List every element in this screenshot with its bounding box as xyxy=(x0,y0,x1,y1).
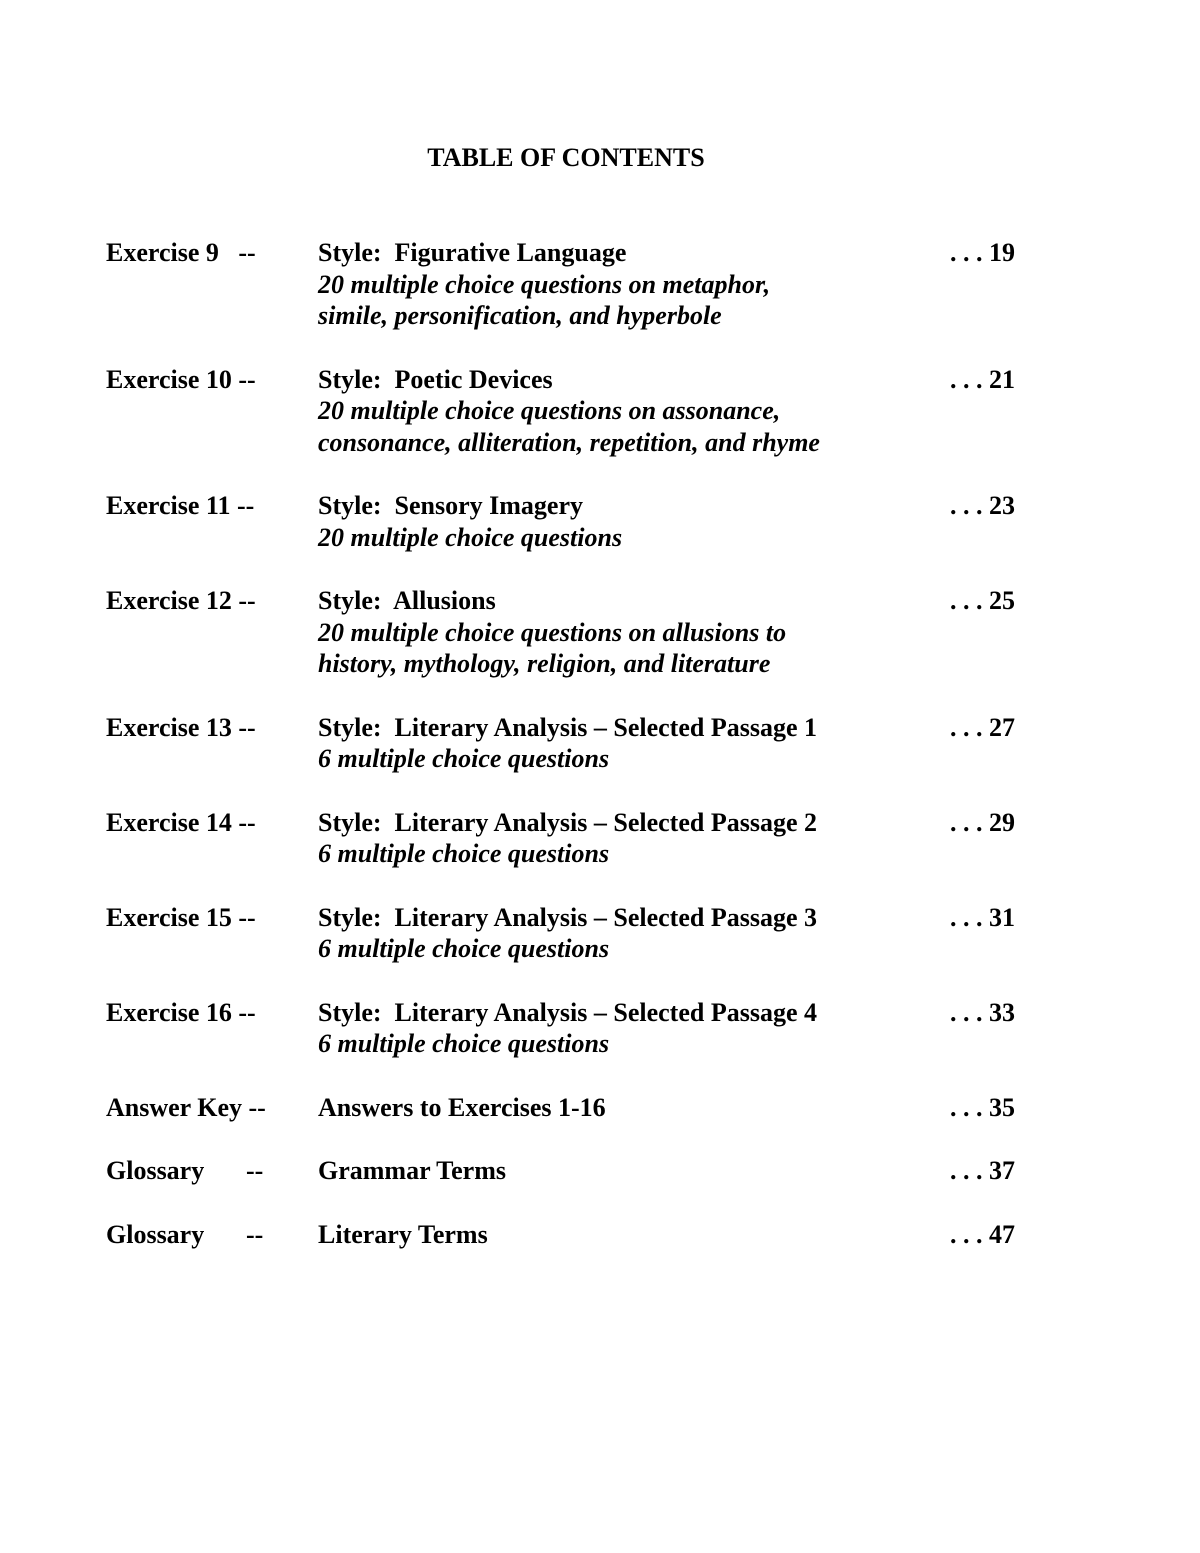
entry-page-number: . . . 33 xyxy=(950,997,1015,1027)
entry-title: Style: Literary Analysis – Selected Passage 2 xyxy=(318,807,817,837)
entry-description: 20 multiple choice questions on allusions to xyxy=(318,617,787,647)
entry-page-number: . . . 21 xyxy=(950,364,1015,394)
entry-page-number: . . . 47 xyxy=(950,1219,1015,1249)
entry-label: Exercise 12 -- xyxy=(106,586,256,615)
entry-title: Style: Poetic Devices xyxy=(318,364,553,394)
toc-entry-exercise-15 xyxy=(0,902,1200,965)
entry-description: 6 multiple choice questions xyxy=(318,1029,610,1058)
entry-page-number: . . . 25 xyxy=(950,586,1015,615)
entry-label: Exercise 16 -- xyxy=(106,997,256,1027)
entry-content xyxy=(318,1219,938,1251)
entry-title: Style: Literary Analysis – Selected Passage 3 xyxy=(318,902,817,932)
entry-description: 6 multiple choice questions xyxy=(318,934,610,963)
entry-page-number: . . . 37 xyxy=(950,1156,1015,1185)
entry-content xyxy=(318,712,938,775)
entry-page-number: . . . 19 xyxy=(950,238,1015,267)
toc-entry-glossary-grammar xyxy=(0,1155,1200,1187)
toc-list xyxy=(0,237,1200,1282)
entry-page-number: . . . 31 xyxy=(950,902,1015,932)
entry-label-dash: -- xyxy=(246,1156,264,1185)
entry-description: 20 multiple choice questions on assonance, xyxy=(318,396,781,425)
entry-page-number: . . . 27 xyxy=(950,712,1015,742)
entry-content xyxy=(318,902,938,965)
entry-title: Style: Figurative Language xyxy=(318,238,627,267)
toc-entry-answer-key xyxy=(0,1092,1200,1124)
entry-description: consonance, alliteration, repetition, and rhyme xyxy=(318,427,820,457)
entry-label: Exercise 13 -- xyxy=(106,712,256,742)
page-title: TABLE OF CONTENTS xyxy=(427,143,705,172)
entry-label: Exercise 10 -- xyxy=(106,364,256,394)
entry-label: Exercise 15 -- xyxy=(106,902,256,932)
entry-title: Style: Literary Analysis – Selected Passage 1 xyxy=(318,712,817,742)
toc-entry-exercise-12 xyxy=(0,585,1200,680)
entry-title: Answers to Exercises 1-16 xyxy=(318,1092,606,1122)
entry-content xyxy=(318,997,938,1060)
entry-label-word: Glossary xyxy=(106,1156,205,1185)
entry-content xyxy=(318,1155,938,1187)
entry-description: 20 multiple choice questions xyxy=(318,522,623,552)
entry-title: Literary Terms xyxy=(318,1219,488,1249)
entry-content xyxy=(318,237,938,332)
entry-label: Answer Key -- xyxy=(106,1092,266,1122)
entry-label: Exercise 14 -- xyxy=(106,807,256,837)
entry-title: Grammar Terms xyxy=(318,1156,506,1185)
toc-entry-exercise-16 xyxy=(0,997,1200,1060)
entry-content xyxy=(318,807,938,870)
toc-entry-exercise-9 xyxy=(0,237,1200,332)
toc-entry-exercise-13 xyxy=(0,712,1200,775)
entry-page-number: . . . 23 xyxy=(950,491,1015,520)
entry-content xyxy=(318,585,938,680)
entry-label xyxy=(106,1219,306,1345)
entry-page-number: . . . 29 xyxy=(950,807,1015,837)
toc-entry-exercise-10 xyxy=(0,364,1200,459)
entry-content xyxy=(318,1092,938,1124)
entry-label-dash: -- xyxy=(246,1219,264,1249)
toc-entry-exercise-14 xyxy=(0,807,1200,870)
entry-title: Style: Literary Analysis – Selected Passage 4 xyxy=(318,997,817,1027)
entry-description: 6 multiple choice questions xyxy=(318,839,610,868)
entry-description: simile, personification, and hyperbole xyxy=(318,301,722,330)
entry-label-word: Glossary xyxy=(106,1219,205,1249)
entry-content xyxy=(318,490,938,553)
entry-description: 6 multiple choice questions xyxy=(318,744,610,773)
toc-entry-glossary-literary xyxy=(0,1219,1200,1251)
entry-label: Exercise 9 -- xyxy=(106,238,256,267)
entry-title: Style: Sensory Imagery xyxy=(318,491,584,520)
entry-title: Style: Allusions xyxy=(318,586,496,615)
entry-label: Exercise 11 -- xyxy=(106,491,255,520)
entry-page-number: . . . 35 xyxy=(950,1092,1015,1122)
entry-description: 20 multiple choice questions on metaphor, xyxy=(318,269,771,299)
toc-entry-exercise-11 xyxy=(0,490,1200,553)
entry-description: history, mythology, religion, and literature xyxy=(318,649,771,678)
entry-content xyxy=(318,364,938,459)
